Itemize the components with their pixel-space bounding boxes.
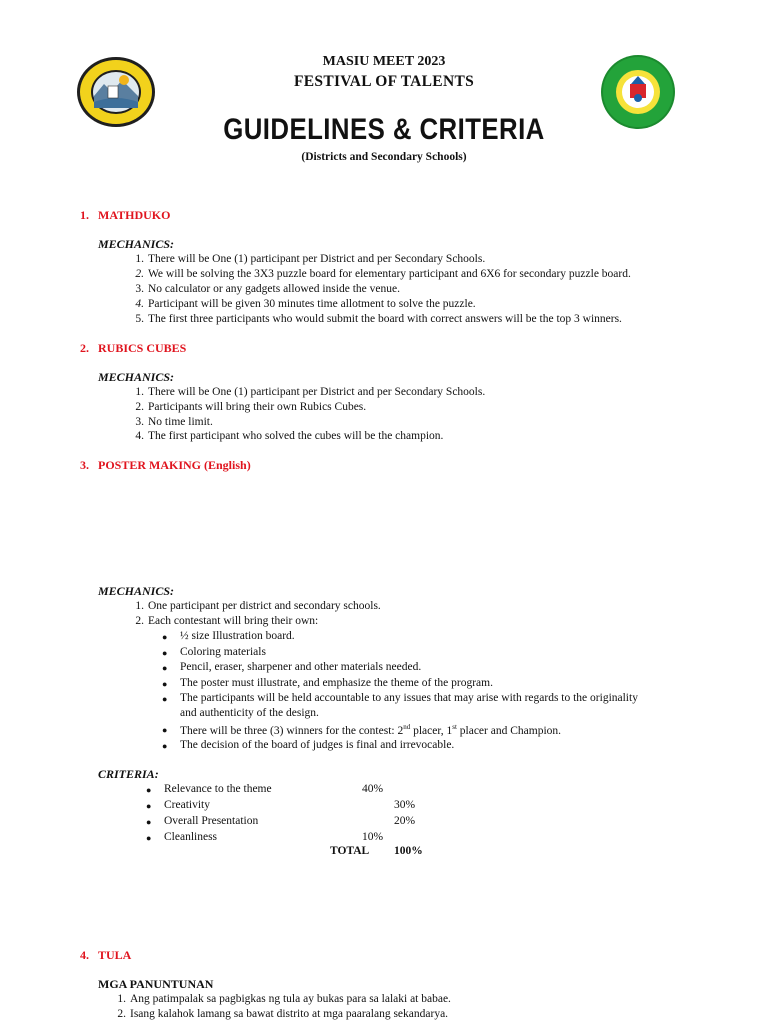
list-item: 5. The first three participants who would submit the board with correct answers will be the top 3 winners. [135,313,622,325]
list-item: 4. Participant will be given 30 minutes time allotment to solve the puzzle. [135,298,476,310]
section-3-mechanics-label: MECHANICS: [98,584,175,598]
bullet-item: ● Pencil, eraser, sharpener and other materials needed. [162,661,422,673]
section-title-text: POSTER MAKING (English) [98,458,251,472]
section-3-title [80,458,251,473]
event-name: MASIU MEET 2023 [322,54,446,69]
list-item: 1. There will be One (1) participant per District and per Secondary Schools. [135,253,486,265]
list-item: 3. No calculator or any gadgets allowed inside the venue. [135,283,400,295]
section-1-mechanics-label: MECHANICS: [98,237,175,251]
section-4-title [80,948,131,963]
bullet-item: ● There will be three (3) winners for the contest: 2nd placer, 1st placer and Champion. [162,723,562,737]
bullet-item: ● ½ size Illustration board. [162,630,295,642]
section-4-rules-label: MGA PANUNTUNAN [98,977,214,991]
list-item: 1. Ang patimpalak sa pagbigkas ng tula ay bukas para sa lalaki at babae. [117,993,451,1005]
festival-name: FESTIVAL OF TALENTS [294,73,474,90]
criteria-item: ● Creativity [146,799,210,811]
list-item: 2. We will be solving the 3X3 puzzle board for elementary participant and 6X6 for secondary puzzle board. [135,268,631,280]
section-title-text: RUBICS CUBES [98,341,187,355]
criteria-item: ● Overall Presentation [146,815,259,827]
list-item: 2. Each contestant will bring their own: [135,615,319,627]
list-item: 2. Isang kalahok lamang sa bawat distrito at mga paaralang sekandarya. [117,1008,449,1020]
section-number: 2. [80,341,89,355]
criteria-total-label: TOTAL [330,845,370,857]
list-item: 1. One participant per district and secondary schools. [135,600,381,612]
section-2-mechanics-label: MECHANICS: [98,370,175,384]
section-3-criteria-label: CRITERIA: [98,767,159,781]
section-title-text: TULA [98,948,132,962]
bullet-item: ● The participants will be held accountable to any issues that may arise with regards to the originality [162,692,638,704]
criteria-percent: 20% [394,815,416,827]
section-number: 3. [80,458,89,472]
document-title: GUIDELINES & CRITERIA [223,113,545,146]
list-item: 1. There will be One (1) participant per District and per Secondary Schools. [135,386,486,398]
section-1-title [80,208,170,223]
list-item: 2. Participants will bring their own Rubics Cubes. [135,401,367,413]
criteria-item: ● Cleanliness [146,831,218,843]
criteria-percent: 10% [362,831,384,843]
section-title-text: MATHDUKO [98,208,171,222]
section-number: 4. [80,948,89,962]
document-subtitle: (Districts and Secondary Schools) [301,151,467,163]
bullet-item: ● The decision of the board of judges is final and irrevocable. [162,739,455,751]
section-2-title [80,341,186,356]
section-number: 1. [80,208,89,222]
criteria-total-value: 100% [394,845,423,857]
bullet-item-continuation: and authenticity of the design. [180,707,319,719]
list-item: 4. The first participant who solved the cubes will be the champion. [135,430,444,442]
criteria-item: ● Relevance to the theme [146,783,272,795]
list-item: 3. No time limit. [135,416,213,428]
criteria-percent: 30% [394,799,416,811]
bullet-item: ● The poster must illustrate, and emphasize the theme of the program. [162,677,493,689]
criteria-percent: 40% [362,783,384,795]
bullet-item: ● Coloring materials [162,646,266,658]
